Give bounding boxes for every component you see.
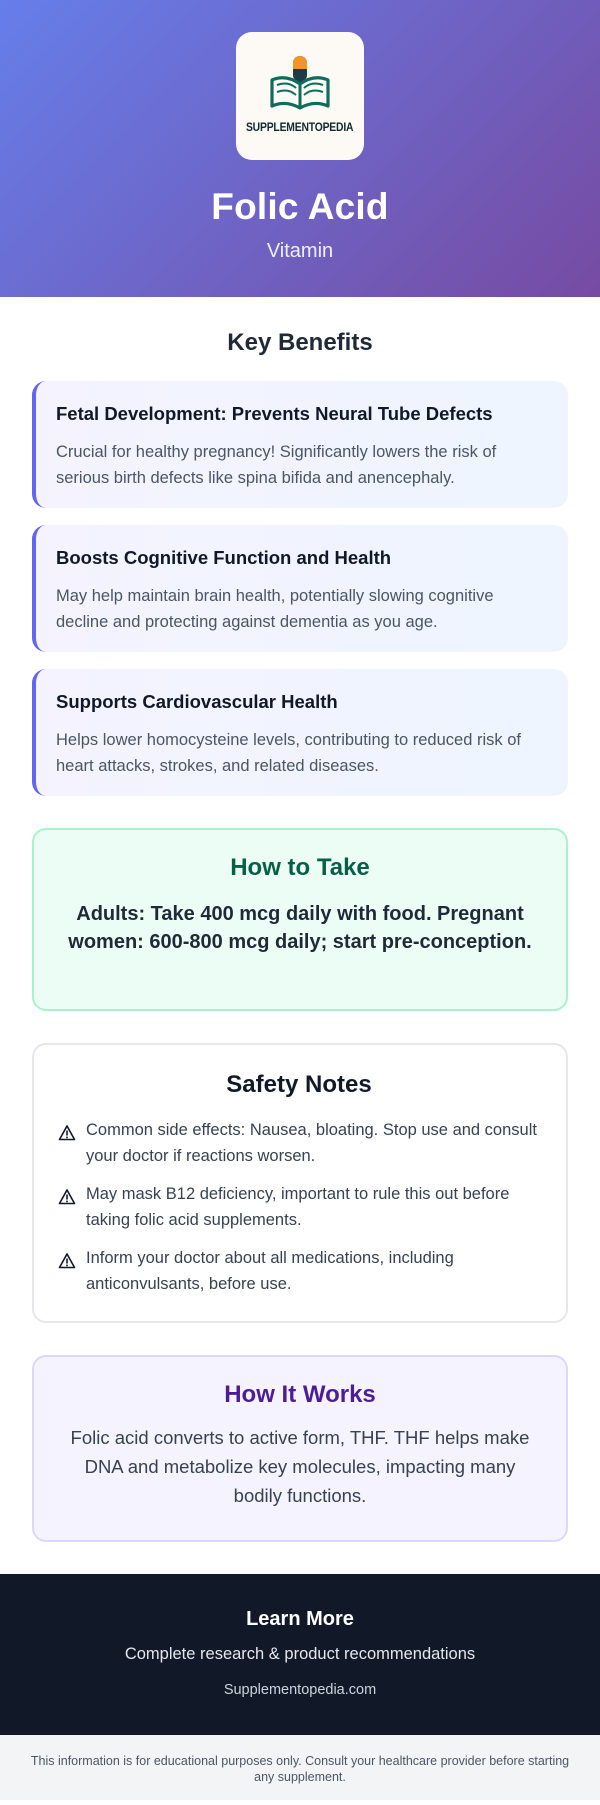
how-to-take-card — [32, 828, 568, 1011]
footer-text: Complete research & product recommendations — [124, 1645, 476, 1663]
benefit-text: May help maintain brain health, potentially slowing cognitive decline and protecting against dementia as you age. — [56, 587, 494, 631]
safety-text: Inform your doctor about all medications, including anticonvulsants, before use. — [86, 1249, 454, 1293]
safety-item — [58, 1117, 540, 1169]
benefits-title: Key Benefits — [227, 329, 373, 356]
main-content — [0, 297, 600, 1574]
benefit-card — [32, 381, 568, 508]
how-it-works-title: How It Works — [224, 1381, 376, 1408]
how-it-works-card — [32, 1355, 568, 1542]
benefit-title: Fetal Development: Prevents Neural Tube Defects — [56, 403, 493, 424]
how-to-take-title: How to Take — [230, 854, 370, 881]
page-title: Folic Acid — [211, 186, 389, 227]
warning-icon — [58, 1124, 76, 1142]
safety-title: Safety Notes — [226, 1071, 372, 1098]
footer — [0, 1574, 600, 1735]
warning-icon — [58, 1188, 76, 1206]
warning-icon — [58, 1252, 76, 1270]
disclaimer: This information is for educational purposes only. Consult your healthcare provider before starting any supplement. — [0, 1735, 600, 1800]
how-it-works-text: Folic acid converts to active form, THF. THF helps make DNA and metabolize key molecules, impacting many bodily functions. — [70, 1427, 530, 1506]
website-link[interactable]: Supplementopedia.com — [223, 1682, 377, 1698]
safety-text: Common side effects: Nausea, bloating. Stop use and consult your doctor if reactions worsen. — [86, 1121, 537, 1165]
hero-header — [0, 0, 600, 297]
benefit-title: Boosts Cognitive Function and Health — [56, 547, 392, 568]
brand-logo[interactable] — [236, 32, 364, 160]
safety-item — [58, 1245, 540, 1297]
safety-notes-card — [32, 1043, 568, 1323]
safety-item — [58, 1181, 540, 1233]
benefit-card — [32, 525, 568, 652]
safety-text: May mask B12 deficiency, important to rule this out before taking folic acid supplements. — [86, 1185, 510, 1229]
dosage-text: Adults: Take 400 mcg daily with food. Pregnant women: 600-800 mcg daily; start pre-conception. — [68, 903, 532, 953]
benefit-text: Helps lower homocysteine levels, contributing to reduced risk of heart attacks, strokes, and related diseases. — [56, 731, 521, 775]
benefit-title: Supports Cardiovascular Health — [56, 691, 338, 712]
book-capsule-icon — [268, 56, 332, 114]
page-subtitle: Vitamin — [266, 240, 334, 262]
brand-name: SUPPLEMENTOPEDIA — [246, 122, 354, 134]
learn-more-title: Learn More — [246, 1608, 354, 1630]
benefit-text: Crucial for healthy pregnancy! Significantly lowers the risk of serious birth defects like spina bifida and anencephaly. — [56, 443, 497, 487]
benefit-card — [32, 669, 568, 796]
